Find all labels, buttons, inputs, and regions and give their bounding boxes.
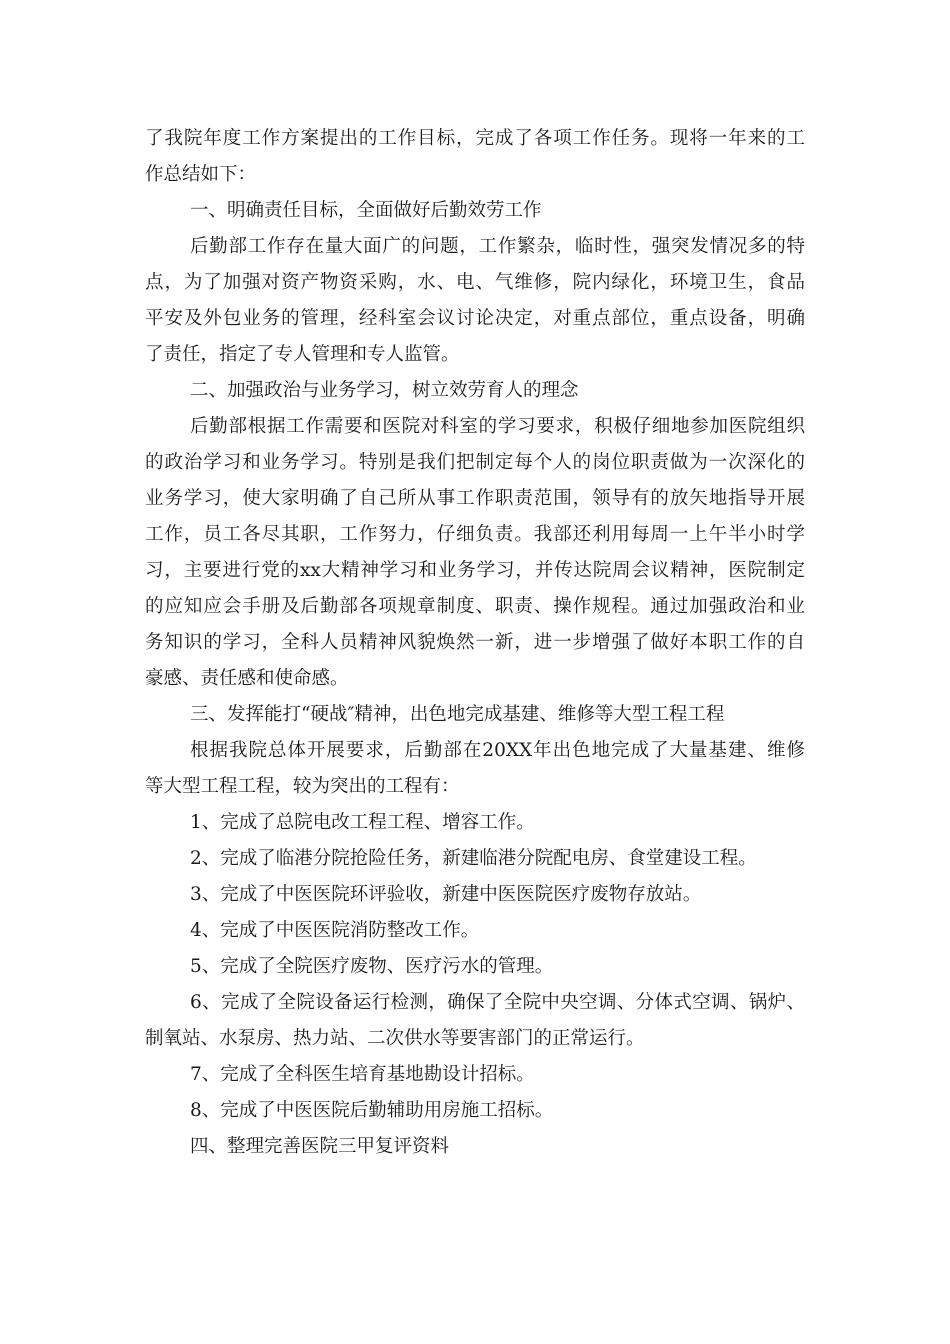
list-item: 2、完成了临港分院抢险任务，新建临港分院配电房、食堂建设工程。 (190, 848, 757, 869)
list-item: 7、完成了全科医生培育基地勘设计招标。 (190, 1064, 535, 1085)
list-item-continuation: 制氧站、水泵房、热力站、二次供水等要害部门的正常运行。 (145, 1028, 645, 1049)
list-item: 8、完成了中医医院后勤辅助用房施工招标。 (190, 1100, 554, 1121)
body-text-line: 务知识的学习，全科人员精神风貌焕然一新，进一步增强了做好本职工作的自 (145, 632, 805, 653)
body-text-line: 平安及外包业务的管理，经科室会议讨论决定，对重点部位，重点设备，明确 (145, 308, 805, 329)
body-text-line: 后勤部根据工作需要和医院对科室的学习要求，积极仔细地参加医院组织 (190, 416, 805, 437)
body-text-line: 根据我院总体开展要求，后勤部在20XX年出色地完成了大量基建、维修 (190, 740, 805, 761)
section-heading-3: 三、发挥能打“硬战″精神，出色地完成基建、维修等大型工程工程 (190, 704, 725, 725)
list-item: 3、完成了中医医院环评验收，新建中医医院医疗废物存放站。 (190, 884, 702, 905)
section-heading-4: 四、整理完善医院三甲复评资料 (190, 1136, 450, 1157)
list-item: 5、完成了全院医疗废物、医疗污水的管理。 (190, 956, 554, 977)
body-text-line: 业务学习，使大家明确了自己所从事工作职责范围，领导有的放矢地指导开展 (145, 488, 805, 509)
list-item: 4、完成了中医医院消防整改工作。 (190, 920, 480, 941)
body-text-line: 等大型工程工程，较为突出的工程有： (145, 776, 460, 797)
body-text-line: 作总结如下： (145, 164, 257, 185)
body-text-line: 工作，员工各尽其职，工作努力，仔细负责。我部还利用每周一上午半小时学 (145, 524, 805, 545)
body-text-line: 点，为了加强对资产物资采购，水、电、气维修，院内绿化，环境卫生，食品 (145, 272, 805, 293)
list-item: 1、完成了总院电改工程工程、增容工作。 (190, 812, 535, 833)
body-text-line: 的应知应会手册及后勤部各项规章制度、职责、操作规程。通过加强政治和业 (145, 596, 805, 617)
body-text-line: 了责任，指定了专人管理和专人监管。 (145, 344, 460, 365)
body-text-line: 的政治学习和业务学习。特别是我们把制定每个人的岗位职责做为一次深化的 (145, 452, 805, 473)
body-text-line: 了我院年度工作方案提出的工作目标，完成了各项工作任务。现将一年来的工 (145, 128, 805, 149)
section-heading-1: 一、明确责任目标，全面做好后勤效劳工作 (190, 200, 542, 221)
body-text-line: 后勤部工作存在量大面广的问题，工作繁杂，临时性，强突发情况多的特 (190, 236, 805, 257)
section-heading-2: 二、加强政治与业务学习，树立效劳育人的理念 (190, 380, 579, 401)
list-item: 6、完成了全院设备运行检测，确保了全院中央空调、分体式空调、锅炉、 (190, 992, 805, 1013)
body-text-line: 习，主要进行党的xx大精神学习和业务学习，并传达院周会议精神，医院制定 (145, 560, 805, 581)
body-text-line: 豪感、责任感和使命感。 (145, 668, 349, 689)
